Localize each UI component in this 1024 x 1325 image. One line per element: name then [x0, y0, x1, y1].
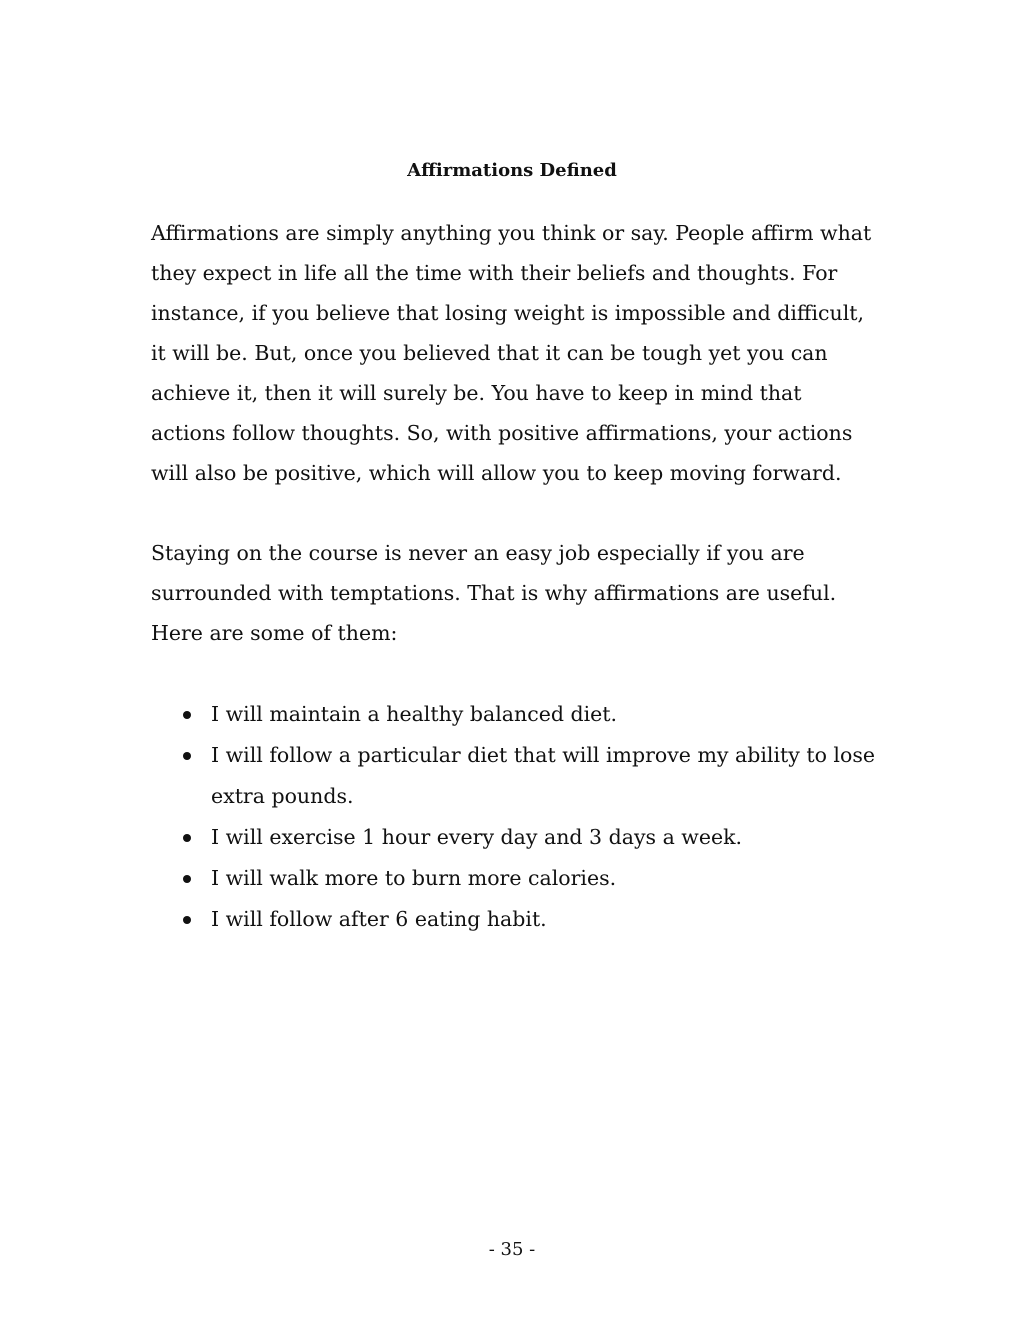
- affirmations-list: [151, 694, 881, 940]
- list-item: [151, 817, 881, 858]
- paragraph-staying-on-course: Staying on the course is never an easy job especially if you are surrounded with temptations. That is why affirmations are useful. Here are some of them:: [151, 541, 837, 645]
- list-item-text: I will exercise 1 hour every day and 3 days a week.: [211, 825, 743, 849]
- bullet-icon: [183, 711, 191, 719]
- list-item: [151, 899, 881, 940]
- list-item-text: I will maintain a healthy balanced diet.: [211, 702, 618, 726]
- list-item: [151, 858, 881, 899]
- bullet-icon: [183, 752, 191, 760]
- body-content: [151, 213, 881, 940]
- bullet-icon: [183, 916, 191, 924]
- page-number: - 35 -: [488, 1239, 536, 1260]
- bullet-icon: [183, 875, 191, 883]
- page-title: Affirmations Defined: [407, 160, 617, 181]
- list-item-text: I will walk more to burn more calories.: [211, 866, 617, 890]
- paragraph-intro: Affirmations are simply anything you think or say. People affirm what they expect in life all the time with their beliefs and thoughts. For instance, if you believe that losing weight is impossible and difficult, it will be. But, once you believed that it can be tough yet you can achieve it, then it will surely be. You have to keep in mind that actions follow thoughts. So, with positive affirmations, your actions will also be positive, which will allow you to keep moving forward.: [151, 221, 872, 485]
- list-item-text: I will follow after 6 eating habit.: [211, 907, 547, 931]
- list-item: [151, 735, 881, 817]
- list-item-text: I will follow a particular diet that will improve my ability to lose extra pounds.: [211, 743, 875, 808]
- list-item: [151, 694, 881, 735]
- bullet-icon: [183, 834, 191, 842]
